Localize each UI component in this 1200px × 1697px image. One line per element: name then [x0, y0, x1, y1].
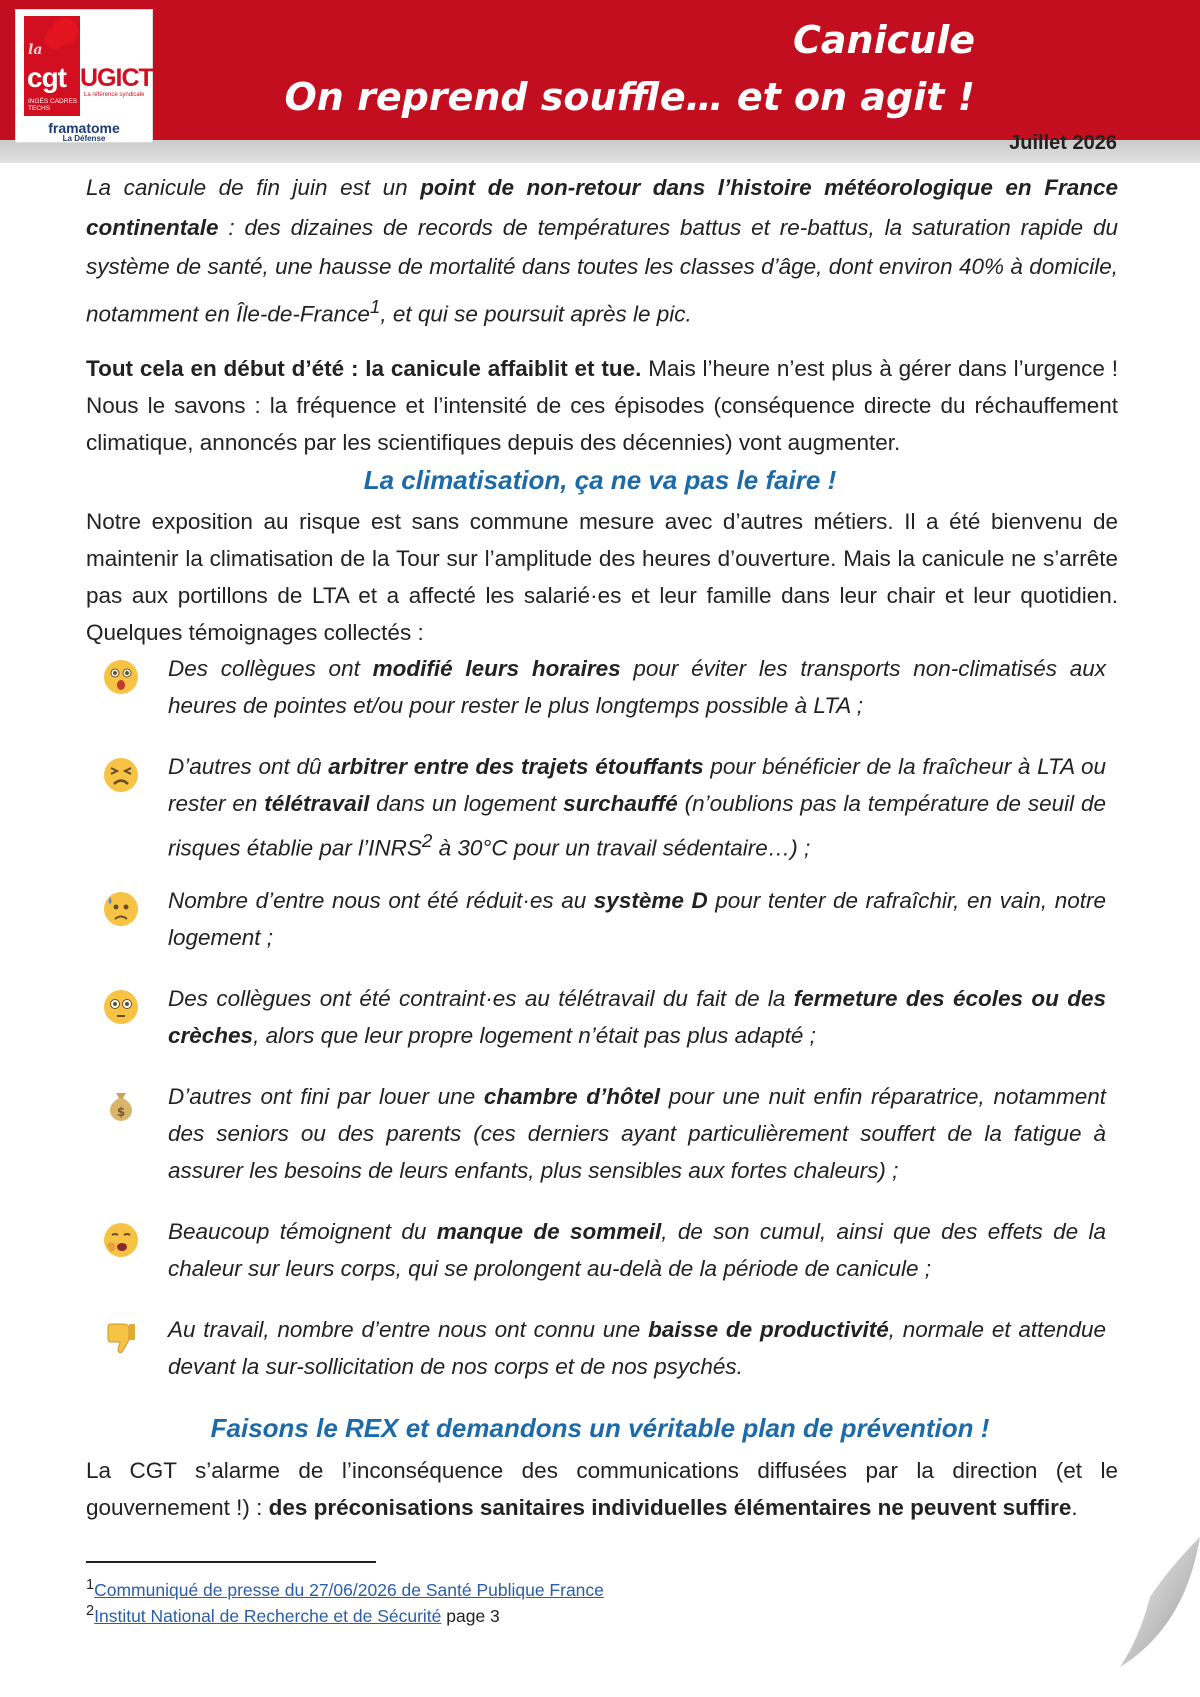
- yawning-face-icon: [103, 1222, 139, 1258]
- paragraph-3: Notre exposition au risque est sans commune mesure avec d’autres métiers. Il a été bienvenu de maintenir la climatisation de la Tour sur l’amplitude des heures d’ouverture. Mais la canicule ne s’arrête pas aux portillons de LTA et a affecté les salarié·es et leur famille dans leur chair et leur quotidien. Quelques témoignages collectés :: [86, 509, 1118, 645]
- testimony-7: Au travail, nombre d’entre nous ont connu une baisse de productivité, normale et attendue devant la sur-sollicitation de nos corps et de nos psychés.: [168, 1317, 1106, 1379]
- astonished-face-icon: [103, 659, 139, 695]
- header-band: [0, 0, 1200, 148]
- testimony-6: Beaucoup témoignent du manque de sommeil, de son cumul, ainsi que des effets de la chaleur sur leurs corps, qui se prolongent au-delà de la période de canicule ;: [168, 1219, 1106, 1281]
- footnote-2-link[interactable]: Institut National de Recherche et de Sécurité: [94, 1605, 442, 1626]
- intro-paragraph: La canicule de fin juin est un point de non-retour dans l’histoire météorologique en France continentale : des dizaines de records de températures battus et re-battus, la saturation rapide du système de santé, une hausse de mortalité dans toutes les classes d’âge, dont environ 40% à domicile, notamment en Île-de-France$^1$, et qui se poursuit après le pic.: [86, 175, 1118, 326]
- paragraph-2: Tout cela en début d’été : la canicule affaiblit et tue. Mais l’heure n’est plus à gérer dans l’urgence ! Nous le savons : la fréquence et l’intensité de ces épisodes (conséquence directe du réchauffement climatique, annoncés par les scientifiques depuis des décennies) vont augmenter.: [86, 356, 1118, 455]
- testimony-3: Nombre d’entre nous ont été réduit·es au système D pour tenter de rafraîchir, en vain, notre logement ;: [168, 888, 1106, 950]
- page-curl-decoration: [1000, 1517, 1200, 1697]
- tired-face-icon: [103, 757, 139, 793]
- testimony-2: D’autres ont dû arbitrer entre des trajets étouffants pour bénéficier de la fraîcheur à LTA ou rester en télétravail dans un logement surchauffé (n’oublions pas la température de seuil de risques établie par l’INRS$^2$ à 30°C pour un travail sédentaire…) ;: [168, 754, 1107, 861]
- money-bag-icon: [103, 1087, 139, 1123]
- footnote-2: $^2$Institut National de Recherche et de Sécurité page 3: [86, 1603, 500, 1626]
- heading-climatisation: La climatisation, ça ne va pas le faire !: [363, 465, 837, 495]
- testimony-5: D’autres ont fini par louer une chambre d’hôtel pour une nuit enfin réparatrice, notamment des seniors ou des parents (ces derniers ayant particulièrement souffert de la fatigue à assurer les besoins de leurs enfants, plus sensibles aux fortes chaleurs) ;: [168, 1084, 1106, 1183]
- svg-text:$: $: [116, 1105, 126, 1119]
- footnote-rule: [86, 1561, 376, 1563]
- cgt-ugict-logo: la cgt UGICT La référence syndicale INGÉS CADRES TECHS framatome La Défense: [15, 9, 153, 143]
- footnote-1-link[interactable]: Communiqué de presse du 27/06/2026 de Santé Publique France: [94, 1579, 604, 1600]
- document-date: Juillet 2026: [1009, 132, 1117, 154]
- testimony-1: Des collègues ont modifié leurs horaires pour éviter les transports non-climatisés aux heures de pointes et/ou pour rester le plus longtemps possible à LTA ;: [168, 656, 1107, 718]
- flushed-face-icon: [103, 989, 139, 1025]
- heading-rex: Faisons le REX et demandons un véritable plan de prévention !: [210, 1413, 990, 1443]
- testimony-4: Des collègues ont été contraint·es au télétravail du fait de la fermeture des écoles ou des crèches, alors que leur propre logement n’était pas plus adapté ;: [168, 986, 1106, 1048]
- title-line-1: Canicule: [793, 18, 975, 62]
- paragraph-4: La CGT s’alarme de l’inconséquence des communications diffusées par la direction (et le gouvernement !) : des préconisations sanitaires individuelles élémentaires ne peuvent suffire.: [86, 1458, 1118, 1520]
- footnote-1: $^1$Communiqué de presse du 27/06/2026 de Santé Publique France: [86, 1577, 604, 1600]
- thumbs-down-icon: [103, 1320, 139, 1356]
- sweating-face-icon: [103, 891, 139, 927]
- title-line-2: On reprend souffle… et on agit !: [284, 75, 975, 119]
- poppy-icon: [52, 18, 78, 44]
